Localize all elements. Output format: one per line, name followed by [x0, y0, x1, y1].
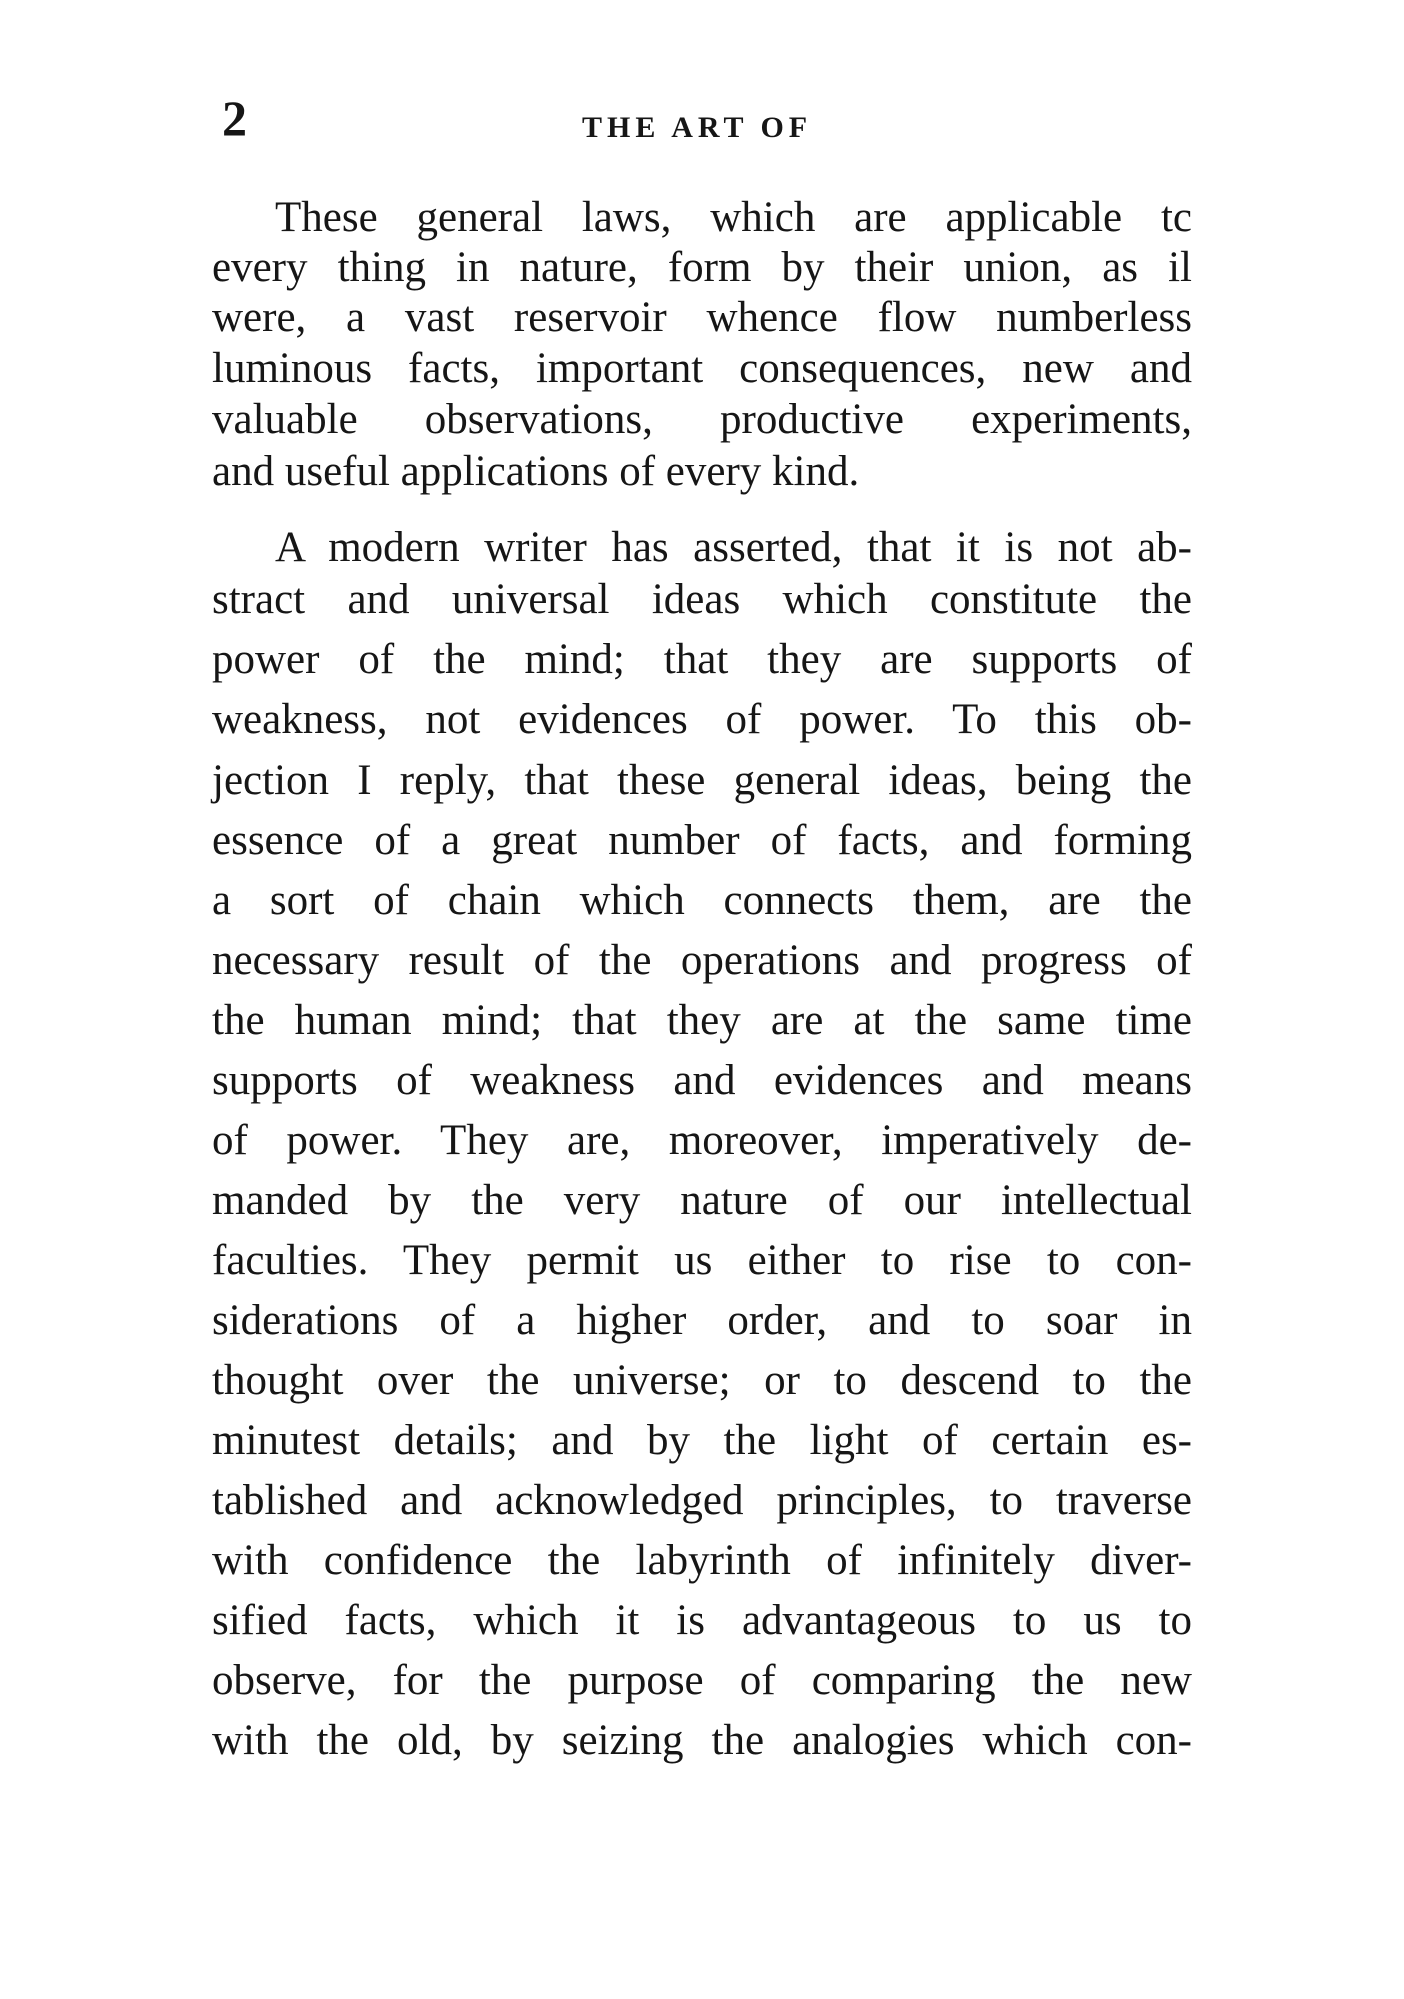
text-line: essence of a great number of facts, and forming [212, 817, 1192, 864]
text-line: jection I reply, that these general ideas, being the [212, 757, 1192, 804]
text-line: observe, for the purpose of comparing the new [212, 1657, 1192, 1704]
text-line: stract and universal ideas which constitute the [212, 576, 1192, 623]
text-line: valuable observations, productive experiments, [212, 396, 1192, 443]
text-line: power of the mind; that they are supports of [212, 636, 1192, 683]
text-line: of power. They are, moreover, imperatively de- [212, 1117, 1192, 1164]
text-line: A modern writer has asserted, that it is not ab- [275, 524, 1192, 571]
text-line: luminous facts, important consequences, new and [212, 345, 1192, 392]
text-line: supports of weakness and evidences and means [212, 1057, 1192, 1104]
text-line: necessary result of the operations and progress of [212, 937, 1192, 984]
text-line: weakness, not evidences of power. To this ob- [212, 696, 1192, 743]
page-number: 2 [222, 90, 247, 146]
text-line: minutest details; and by the light of certain es- [212, 1417, 1192, 1464]
text-line: with the old, by seizing the analogies which con- [212, 1717, 1192, 1764]
text-line: and useful applications of every kind. [212, 448, 860, 495]
text-line: the human mind; that they are at the same time [212, 997, 1192, 1044]
text-line: manded by the very nature of our intellectual [212, 1177, 1192, 1224]
text-line: every thing in nature, form by their union, as il [212, 244, 1192, 291]
running-head: THE ART OF [582, 111, 813, 144]
text-line: faculties. They permit us either to rise to con- [212, 1237, 1192, 1284]
text-line: were, a vast reservoir whence flow numberless [212, 294, 1192, 341]
text-line: a sort of chain which connects them, are the [212, 877, 1192, 924]
text-line: These general laws, which are applicable tc [275, 194, 1192, 241]
text-line: with confidence the labyrinth of infinitely diver- [212, 1537, 1192, 1584]
text-line: tablished and acknowledged principles, to traverse [212, 1477, 1192, 1524]
text-line: sified facts, which it is advantageous to us to [212, 1597, 1192, 1644]
text-line: siderations of a higher order, and to soar in [212, 1297, 1192, 1344]
text-line: thought over the universe; or to descend to the [212, 1357, 1192, 1404]
